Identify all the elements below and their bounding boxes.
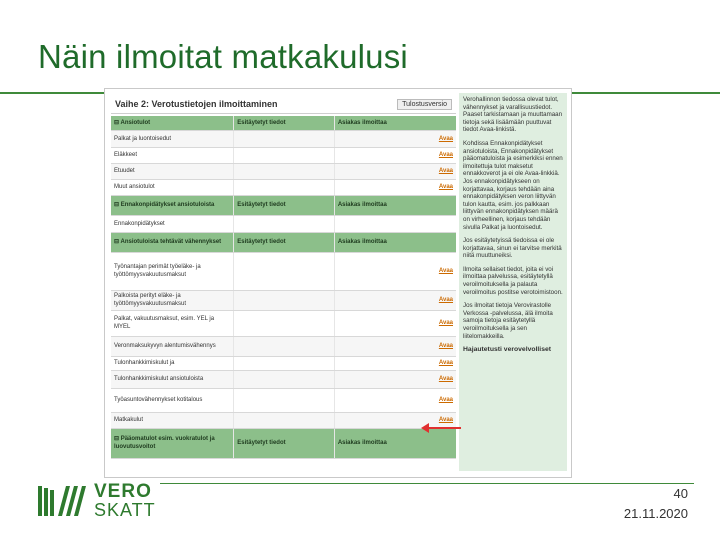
open-link[interactable]: Avaa <box>438 152 453 158</box>
section-label: ⊟ Pääomatulot esim. vuokratulot ja luovutusvoitot <box>111 428 234 458</box>
table-row <box>111 179 456 195</box>
open-link[interactable]: Avaa <box>438 184 453 190</box>
open-link[interactable]: Avaa <box>438 417 453 423</box>
customer-cell: Asiakas ilmoittaa <box>334 232 410 252</box>
prefilled-cell <box>234 130 335 147</box>
customer-cell <box>334 412 410 428</box>
arrow-indicator <box>427 427 461 429</box>
logo-vero: VERO <box>94 481 152 502</box>
row-label: Työnantajan perimät työeläke- ja työttömyysvakuutusmaksut <box>111 252 234 290</box>
prefilled-cell <box>234 412 335 428</box>
sidebar-paragraph: Jos ilmoitat tietoja Verovirastolle Verkossa -palvelussa, älä ilmoita samoja tietoja esitäytetyllä veroilmoituksella ja sen liitelomakkeilla. <box>463 302 553 340</box>
embedded-screenshot <box>104 88 572 478</box>
action-cell <box>410 215 456 232</box>
table-row <box>111 310 456 336</box>
open-link[interactable]: Avaa <box>438 320 453 326</box>
sidebar-paragraph: Verohallinnon tiedossa olevat tulot, vähennykset ja varallisuustiedot. Paaset tarkistamaan ja muuttamaan tietoja sekä lisäämään puuttuvat tiedot Avaa-linkistä. <box>463 96 563 134</box>
action-cell <box>410 356 456 370</box>
open-link[interactable]: Avaa <box>438 135 453 142</box>
table-row <box>111 163 456 179</box>
section-header-row <box>111 116 456 130</box>
row-label: Palkat, vakuutusmaksut, esim. YEL ja MYEL <box>111 310 234 336</box>
open-link[interactable]: Avaa <box>438 268 453 274</box>
table-row <box>111 356 456 370</box>
prefilled-cell <box>234 147 335 163</box>
table-row <box>111 336 456 356</box>
table-row <box>111 215 456 232</box>
section-label: ⊟ Ansiotuloista tehtävät vähennykset <box>111 232 234 252</box>
phase-title: Vaihe 2: Verotustietojen ilmoittaminen <box>115 99 278 109</box>
customer-cell <box>334 336 410 356</box>
prefilled-cell <box>234 179 335 195</box>
prefilled-cell <box>234 215 335 232</box>
customer-cell <box>334 290 410 310</box>
prefilled-cell <box>234 388 335 412</box>
row-label: Etuudet <box>111 163 234 179</box>
prefilled-cell <box>234 252 335 290</box>
customer-cell <box>334 310 410 336</box>
table-row <box>111 412 456 428</box>
sidebar-paragraph: Ilmoita sellaiset tiedot, joita ei voi ilmoittaa palvelussa, esitäytetyllä veroilmoituksella ja palauta veroilmoitus postitse verotoimistoon. <box>463 265 563 296</box>
section-header-row <box>111 428 456 458</box>
open-link[interactable]: Avaa <box>438 297 453 303</box>
action-cell <box>410 310 456 336</box>
table-row <box>111 370 456 388</box>
row-label: Työasuntovähennykset kotitalous <box>111 388 234 412</box>
help-sidebar <box>459 93 567 471</box>
section-header-row <box>111 232 456 252</box>
action-cell <box>410 163 456 179</box>
customer-cell <box>334 147 410 163</box>
print-version-button[interactable]: Tulostusversio <box>397 99 452 110</box>
customer-cell <box>334 163 410 179</box>
page-number: 40 <box>673 486 688 501</box>
vero-skatt-logo <box>36 481 156 521</box>
prefilled-cell <box>234 310 335 336</box>
customer-cell: Asiakas ilmoittaa <box>334 195 410 215</box>
slide-title: Näin ilmoitat matkakulusi <box>38 38 408 75</box>
action-cell <box>410 412 456 428</box>
action-cell <box>410 116 456 130</box>
customer-cell <box>334 388 410 412</box>
footer-divider <box>160 483 694 484</box>
prefilled-cell <box>234 163 335 179</box>
row-label: Tulonhankkimiskulut ansiotuloista <box>111 370 234 388</box>
prefilled-cell: Esitäytetyt tiedot <box>234 232 335 252</box>
section-header-row <box>111 195 456 215</box>
prefilled-cell <box>234 336 335 356</box>
table-row <box>111 130 456 147</box>
logo-mark-icon <box>36 482 88 520</box>
table-row <box>111 147 456 163</box>
action-cell <box>410 388 456 412</box>
logo-skatt: SKATT <box>94 500 156 520</box>
customer-cell: Asiakas ilmoittaa <box>334 428 410 458</box>
action-cell <box>410 428 456 458</box>
action-cell <box>410 252 456 290</box>
customer-cell: Asiakas ilmoittaa <box>334 116 410 130</box>
slide-date: 21.11.2020 <box>623 506 688 521</box>
prefilled-cell <box>234 290 335 310</box>
customer-cell <box>334 215 410 232</box>
row-label: Veronmaksukyvyn alentumisvähennys <box>111 336 234 356</box>
customer-cell <box>334 356 410 370</box>
action-cell <box>410 290 456 310</box>
row-label: Palkoista perityt eläke- ja työttömyysvakuutusmaksut <box>111 290 234 310</box>
open-link[interactable]: Avaa <box>438 168 453 174</box>
action-cell <box>410 232 456 252</box>
prefilled-cell: Esitäytetyt tiedot <box>234 195 335 215</box>
action-cell <box>410 370 456 388</box>
table-row <box>111 388 456 412</box>
row-label: Ennakonpidätykset <box>111 215 234 232</box>
action-cell <box>410 195 456 215</box>
prefilled-cell: Esitäytetyt tiedot <box>234 116 335 130</box>
sidebar-paragraph: Jos esitäytetyissä tiedoissa ei ole korjattavaa, sinun ei tarvitse merkitä niitä muuttuneiksi. <box>463 237 562 260</box>
sidebar-heading: Hajautetusti verovelvolliset <box>463 346 552 354</box>
row-label: Matkakulut <box>111 412 234 428</box>
open-link[interactable]: Avaa <box>438 397 453 403</box>
row-label: Palkat ja luontoisedut <box>111 130 234 147</box>
action-cell <box>410 147 456 163</box>
open-link[interactable]: Avaa <box>438 360 453 366</box>
phase-header <box>111 95 456 114</box>
customer-cell <box>334 130 410 147</box>
prefilled-cell <box>234 356 335 370</box>
row-label: Eläkkeet <box>111 147 234 163</box>
open-link[interactable]: Avaa <box>438 376 453 382</box>
customer-cell <box>334 370 410 388</box>
prefilled-cell: Esitäytetyt tiedot <box>234 428 335 458</box>
table-row <box>111 290 456 310</box>
customer-cell <box>334 179 410 195</box>
row-label: Tulonhankkimiskulut ja <box>111 356 234 370</box>
section-label: ⊟ Ennakonpidätykset ansiotuloista <box>111 195 234 215</box>
tax-form <box>111 95 456 459</box>
sidebar-paragraph: Kohdissa Ennakonpidätykset ansiotuloista, Ennakonpidätykset pääomatuloista ja esimerkiksi ennen ilmoitettuja tulot maksetut ennakkoverot ja ei ole Avaa-linkkiä. Jos ennakonpidätykseen on korjattavaa, korjaus tehdään aina ennakonpidätyksen veron liittyvän tulon kautta, esim. jos palkkaan liittyvän ennakonpidätyksen määrä on virheellinen, korjaus tehdään sivulla Palkat ja luontoisedut. <box>463 139 563 231</box>
prefilled-cell <box>234 370 335 388</box>
action-cell <box>410 179 456 195</box>
customer-cell <box>334 252 410 290</box>
arrow-head-icon <box>421 423 429 433</box>
section-label: ⊟ Ansiotulot <box>111 116 234 130</box>
row-label: Muut ansiotulot <box>111 179 234 195</box>
open-link[interactable]: Avaa <box>438 343 453 349</box>
logo-text <box>94 483 156 519</box>
action-cell <box>410 130 456 147</box>
action-cell <box>410 336 456 356</box>
income-table <box>111 116 456 459</box>
table-row <box>111 252 456 290</box>
